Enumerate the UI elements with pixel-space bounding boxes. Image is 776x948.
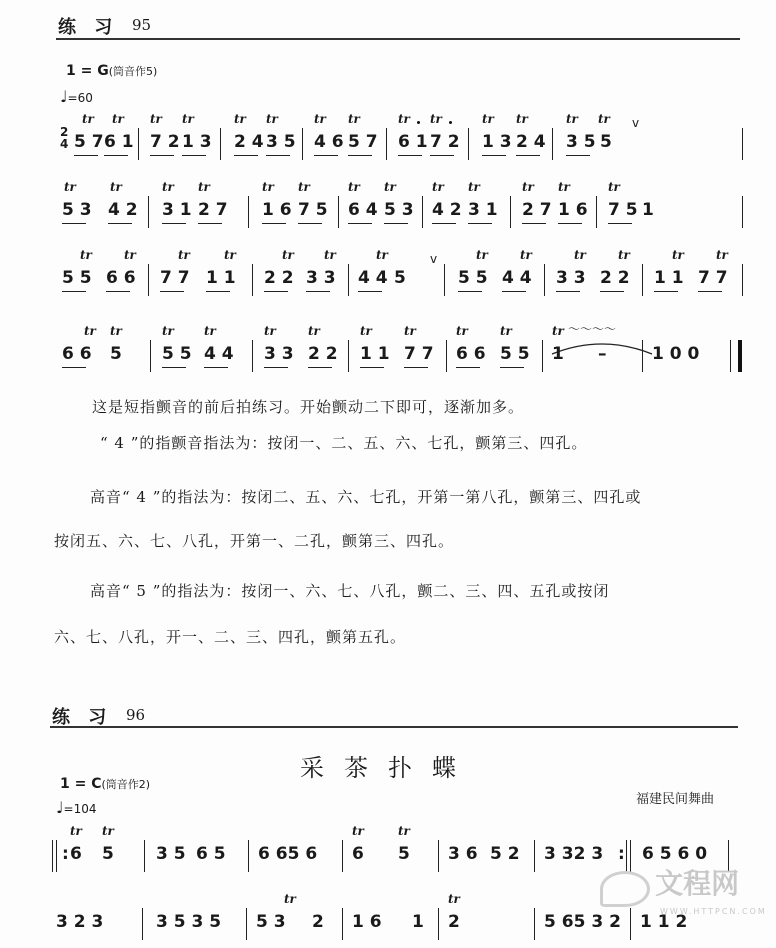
barline (148, 264, 149, 296)
underline (182, 155, 206, 156)
note: 5 (110, 344, 122, 364)
note: 5 2 (490, 844, 520, 864)
trill-mark: tr (150, 112, 162, 126)
barline (742, 264, 743, 296)
tempo-value: =60 (67, 91, 93, 105)
underline (198, 223, 222, 224)
trill-mark: tr (404, 324, 416, 338)
notation-row-3 (58, 248, 748, 304)
notation-row-1 (58, 112, 748, 168)
trill-mark: tr (284, 892, 296, 906)
note: 5 3 (256, 912, 286, 932)
barline (544, 264, 545, 296)
barline (338, 196, 339, 228)
underline (456, 367, 480, 368)
breath-mark: v (430, 252, 438, 266)
underline (558, 223, 582, 224)
barline (468, 128, 469, 160)
trill-mark: tr (608, 180, 620, 194)
watermark-url: WWW.HTTPCN.COM (660, 906, 767, 916)
barline (438, 908, 439, 940)
note: 4 4 (502, 268, 532, 288)
trill-mark: tr (432, 180, 444, 194)
trill-mark: tr (448, 892, 460, 906)
barline (742, 196, 743, 228)
underline (458, 291, 482, 292)
trill-mark: tr (552, 324, 564, 338)
note: 1 6 (262, 200, 292, 220)
barline (138, 128, 139, 160)
trill-mark: tr (266, 112, 278, 126)
barline (248, 840, 249, 872)
underline (502, 291, 526, 292)
barline (542, 340, 543, 372)
note: 2 2 (264, 268, 294, 288)
key-note: (筒音作2) (101, 778, 151, 791)
trill-mark: tr (82, 112, 94, 126)
note: 2 7 (522, 200, 552, 220)
underline (516, 155, 540, 156)
barline (246, 908, 247, 940)
trill-wave: ～～～～ (568, 322, 617, 336)
underline (160, 291, 184, 292)
breath-mark: v (632, 116, 640, 130)
paragraph-6: 六、七、八孔，开一、二、三、四孔，颤第五孔。 (54, 628, 407, 646)
barline (348, 340, 349, 372)
underline (432, 223, 456, 224)
header-rule (50, 726, 738, 728)
note: 6 (352, 844, 364, 864)
note: 1 3 (482, 132, 512, 152)
trill-mark: tr (476, 248, 488, 262)
paragraph-3: 高音“ 4 ”的指法为：按闭二、五、六、七孔，开第一第八孔，颤第三、四孔或 (90, 488, 642, 506)
barline (742, 128, 743, 160)
underline (162, 367, 186, 368)
note: 4 6 (314, 132, 344, 152)
trill-mark: tr (566, 112, 578, 126)
note: 2 4 (516, 132, 546, 152)
note: 3 1 (162, 200, 192, 220)
trill-mark: tr (308, 324, 320, 338)
barline (552, 128, 553, 160)
underline (360, 367, 384, 368)
barline (422, 196, 423, 228)
trill-mark: tr (598, 112, 610, 126)
note: 5 (394, 268, 406, 288)
underline (62, 291, 86, 292)
trill-mark: tr (198, 180, 210, 194)
trill-mark: tr (468, 180, 480, 194)
key-note: (筒音作5) (108, 65, 158, 78)
note: 4 2 (108, 200, 138, 220)
trill-mark: tr (204, 324, 216, 338)
note: 6 1 (104, 132, 134, 152)
key-signature-96 (60, 776, 150, 792)
barline (446, 340, 447, 372)
note: 4 4 (204, 344, 234, 364)
trill-mark: tr (430, 112, 442, 126)
note: 3 5 (266, 132, 296, 152)
high-dot (417, 121, 420, 124)
trill-mark: tr (80, 248, 92, 262)
note: 4 4 (358, 268, 388, 288)
note: 3 3 (306, 268, 336, 288)
underline (404, 367, 428, 368)
note: 1 6 (352, 912, 382, 932)
trill-mark: tr (348, 112, 360, 126)
trill-mark: tr (522, 180, 534, 194)
trill-mark: tr (110, 180, 122, 194)
underline (62, 223, 86, 224)
underline (566, 155, 590, 156)
repeat-dots: : (62, 844, 69, 864)
trill-mark: tr (112, 112, 124, 126)
underline (358, 291, 382, 292)
underline (264, 291, 288, 292)
trill-mark: tr (314, 112, 326, 126)
trill-mark: tr (376, 248, 388, 262)
underline (608, 223, 632, 224)
note: 4 2 (432, 200, 462, 220)
note: 3 5 (156, 844, 186, 864)
underline (298, 223, 322, 224)
header-rule (56, 38, 740, 40)
paragraph-1: 这是短指颤音的前后拍练习。开始颤动二下即可，逐渐加多。 (92, 398, 525, 416)
trill-mark: tr (324, 248, 336, 262)
barline (252, 340, 253, 372)
note: 1 (552, 344, 564, 364)
trill-mark: tr (224, 248, 236, 262)
trill-mark: tr (558, 180, 570, 194)
note: 6 6 (62, 344, 92, 364)
note: 3 5 3 5 (156, 912, 222, 932)
key-text: 1 = G (66, 63, 109, 79)
trill-mark: tr (64, 180, 76, 194)
barline (642, 264, 643, 296)
underline (698, 291, 722, 292)
exercise-96-label: 练 习 (52, 707, 113, 728)
note: 1 (642, 200, 654, 220)
barline (438, 840, 439, 872)
key-signature (66, 63, 157, 79)
note: 1 6 (558, 200, 588, 220)
trill-mark: tr (516, 112, 528, 126)
note: 5 5 (458, 268, 488, 288)
note: 5 3 (384, 200, 414, 220)
trill-mark: tr (672, 248, 684, 262)
underline (654, 291, 678, 292)
note: 1 1 (360, 344, 390, 364)
notation-row-2 (58, 180, 748, 236)
trill-mark: tr (162, 180, 174, 194)
notation-row-4 (58, 322, 748, 380)
underline (308, 367, 332, 368)
note: 7 5 (298, 200, 328, 220)
key-text: 1 = C (60, 776, 102, 792)
note: 3 1 (468, 200, 498, 220)
trill-mark: tr (456, 324, 468, 338)
note: 3 2 3 (56, 912, 104, 932)
watermark (600, 862, 767, 916)
note: 2 2 (600, 268, 630, 288)
repeat-barline (52, 840, 53, 872)
underline (62, 367, 86, 368)
song-title: 采茶扑蝶 (300, 754, 476, 782)
quarter-note-icon: ♩ (60, 87, 68, 106)
trill-mark: tr (398, 824, 410, 838)
note: 1 1 (654, 268, 684, 288)
underline (348, 155, 372, 156)
repeat-dots: : (618, 844, 625, 864)
barline (220, 128, 221, 160)
note: 3 3 (264, 344, 294, 364)
trill-mark: tr (264, 324, 276, 338)
underline (234, 155, 258, 156)
note: 2 (448, 912, 460, 932)
note: 5 (102, 844, 114, 864)
note: 5 7 (348, 132, 378, 152)
tempo-marking-96 (56, 798, 97, 817)
trill-mark: tr (520, 248, 532, 262)
trill-mark: tr (500, 324, 512, 338)
trill-mark: tr (574, 248, 586, 262)
barline (142, 908, 143, 940)
trill-mark: tr (124, 248, 136, 262)
trill-mark: tr (716, 248, 728, 262)
exercise-96-number: 96 (126, 706, 146, 724)
high-dot (449, 121, 452, 124)
note: 6 1 (398, 132, 428, 152)
underline (106, 291, 130, 292)
note: 6 5 6 0 (642, 844, 708, 864)
barline (444, 264, 445, 296)
note: 2 7 (198, 200, 228, 220)
barline (534, 840, 535, 872)
repeat-barline (56, 840, 57, 872)
note: 6 6 (106, 268, 136, 288)
underline (600, 291, 624, 292)
trill-mark: tr (348, 180, 360, 194)
note: 1 1 (206, 268, 236, 288)
barline (730, 340, 731, 372)
underline (430, 155, 454, 156)
exercise-95-label: 练 习 (58, 17, 119, 38)
underline (398, 155, 422, 156)
note: 5 5 (62, 268, 92, 288)
tempo-value: =104 (63, 802, 97, 816)
underline (348, 223, 372, 224)
underline (262, 223, 286, 224)
underline (108, 223, 132, 224)
underline (522, 223, 546, 224)
trill-mark: tr (182, 112, 194, 126)
note: 5 (600, 132, 612, 152)
note: 5 7 (74, 132, 104, 152)
note: 5 (398, 844, 410, 864)
trill-mark: tr (298, 180, 310, 194)
quarter-note-icon: ♩ (56, 798, 64, 817)
note: 1 0 0 (652, 344, 700, 364)
barline (144, 840, 145, 872)
final-barline (738, 340, 742, 372)
watermark-swirl-icon (600, 871, 650, 907)
barline (150, 340, 151, 372)
note: 6 6 (456, 344, 486, 364)
trill-mark: tr (398, 112, 410, 126)
watermark-text: 文程网 (655, 867, 740, 900)
time-signature: 2 4 (60, 125, 69, 151)
note: 6 (70, 844, 82, 864)
note: 1 (412, 912, 424, 932)
underline (162, 223, 186, 224)
note: 5 5 (500, 344, 530, 364)
note: 2 (312, 912, 324, 932)
note: 7 7 (698, 268, 728, 288)
composer: 福建民间舞曲 (636, 792, 715, 807)
note: 5 5 (162, 344, 192, 364)
trill-mark: tr (482, 112, 494, 126)
barline (534, 908, 535, 940)
note: 3 5 (566, 132, 596, 152)
note: 1 1 2 (640, 912, 688, 932)
barline (386, 128, 387, 160)
barline (148, 196, 149, 228)
underline (206, 291, 230, 292)
underline (104, 155, 128, 156)
underline (556, 291, 580, 292)
note: 3 32 3 (544, 844, 604, 864)
trill-mark: tr (234, 112, 246, 126)
tempo-marking (60, 87, 93, 106)
underline (204, 367, 228, 368)
note: 6 65 6 (258, 844, 318, 864)
note: 7 7 (404, 344, 434, 364)
note: 6 5 (196, 844, 226, 864)
barline (342, 908, 343, 940)
trill-mark: tr (102, 824, 114, 838)
barline (596, 196, 597, 228)
underline (482, 155, 506, 156)
trill-mark: tr (618, 248, 630, 262)
underline (306, 291, 330, 292)
barline (248, 196, 249, 228)
barline (348, 264, 349, 296)
trill-mark: tr (162, 324, 174, 338)
note: 7 2 (150, 132, 180, 152)
exercise-95-number: 95 (132, 16, 152, 34)
barline (342, 840, 343, 872)
underline (266, 155, 290, 156)
note: 5 3 (62, 200, 92, 220)
underline (384, 223, 408, 224)
note: 3 3 (556, 268, 586, 288)
note: 2 4 (234, 132, 264, 152)
note: 7 5 (608, 200, 638, 220)
trill-mark: tr (70, 824, 82, 838)
underline (314, 155, 338, 156)
underline (468, 223, 492, 224)
trill-mark: tr (262, 180, 274, 194)
trill-mark: tr (84, 324, 96, 338)
trill-mark: tr (352, 824, 364, 838)
trill-mark: tr (384, 180, 396, 194)
barline (642, 340, 643, 372)
note: 6 4 (348, 200, 378, 220)
barline (302, 128, 303, 160)
paragraph-5: 高音“ 5 ”的指法为：按闭一、六、七、八孔，颤二、三、四、五孔或按闭 (90, 582, 610, 600)
underline (264, 367, 288, 368)
underline (150, 155, 174, 156)
underline (500, 367, 524, 368)
trill-mark: tr (110, 324, 122, 338)
note: 5 65 3 2 (544, 912, 621, 932)
trill-mark: tr (282, 248, 294, 262)
underline (74, 155, 98, 156)
trill-mark: tr (360, 324, 372, 338)
trill-mark: tr (178, 248, 190, 262)
barline (252, 264, 253, 296)
note: 7 2 (430, 132, 460, 152)
note: 3 6 (448, 844, 478, 864)
barline (510, 196, 511, 228)
dash: – (598, 344, 607, 364)
paragraph-4: 按闭五、六、七、八孔，开第一、二孔，颤第三、四孔。 (54, 532, 455, 550)
paragraph-2: “ 4 ”的指颤音指法为：按闭一、二、五、六、七孔，颤第三、四孔。 (100, 434, 588, 452)
note: 1 3 (182, 132, 212, 152)
note: 2 2 (308, 344, 338, 364)
note: 7 7 (160, 268, 190, 288)
